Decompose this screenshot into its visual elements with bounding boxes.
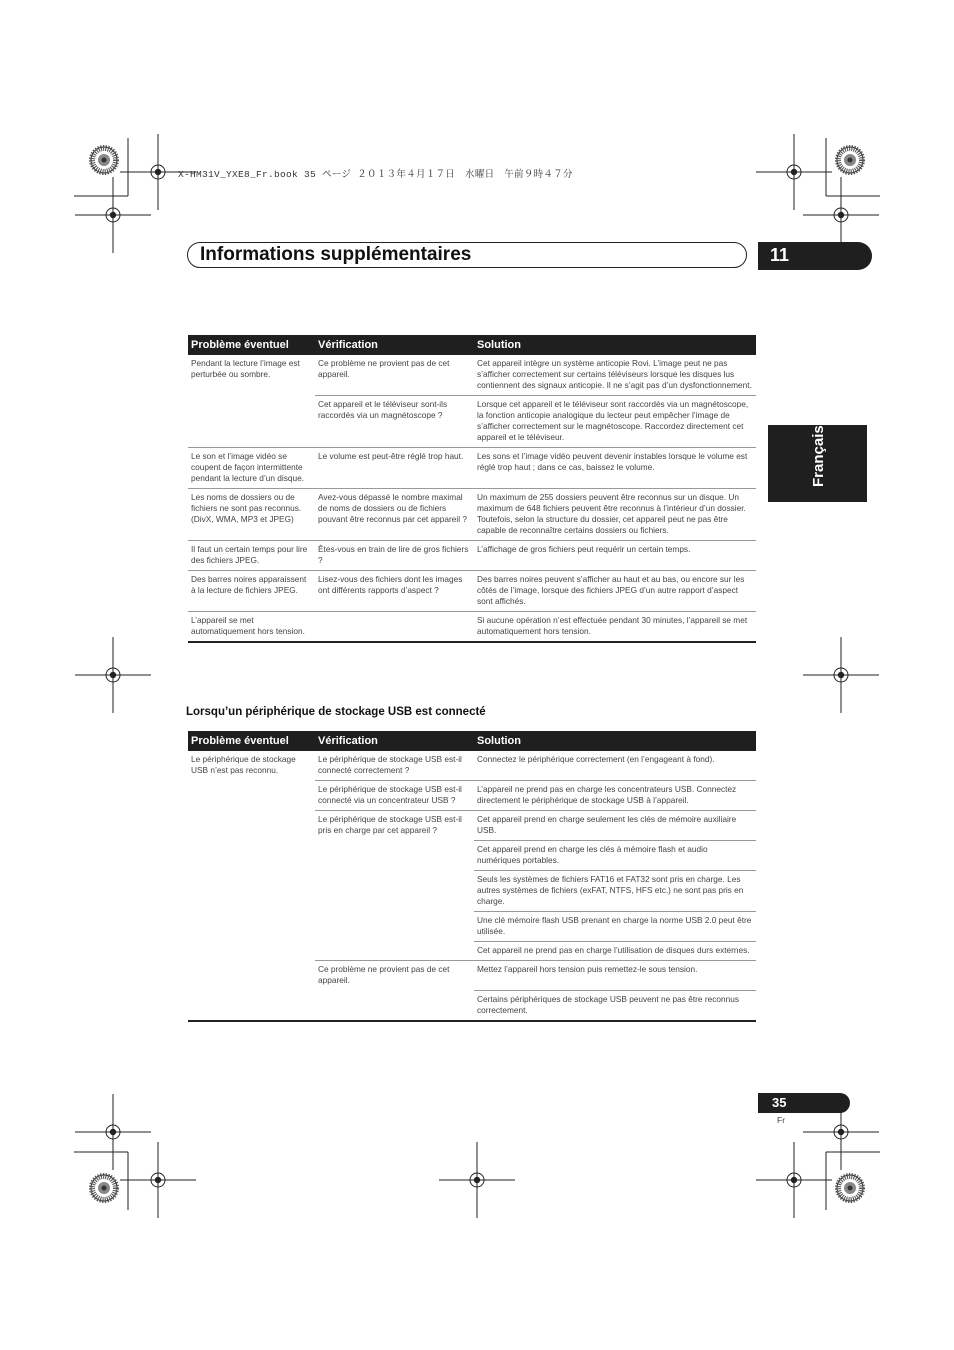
cell-solution: Certains périphériques de stockage USB peuvent ne pas être reconnus correctement. [474, 990, 756, 1021]
cell-problem: Le son et l’image vidéo se coupent de façon intermittente pendant la lecture d’un disque. [188, 448, 315, 489]
crosshair-mark [75, 177, 151, 253]
star-mark-top-right [837, 147, 863, 173]
cell-solution: Cet appareil intègre un système anticopie Rovi. L’image peut ne pas s’afficher correctement sur certains téléviseurs lorsque les disques lus contiennent des signaux anticopie. Il ne s’agit pas d’un dysfonctionnement. [477, 358, 752, 390]
table-row [188, 942, 756, 961]
table-row [188, 396, 756, 448]
cell-problem [188, 990, 315, 1021]
cell-check: Êtes-vous en train de lire de gros fichiers ? [315, 541, 474, 571]
cell-check: Avez-vous dépassé le nombre maximal de noms de dossiers ou de fichiers pouvant être reconnus par cet appareil ? [315, 489, 474, 541]
table-row [188, 990, 756, 1021]
cell-solution: Si aucune opération n’est effectuée pendant 30 minutes, l’appareil se met automatiquement hors tension. [474, 612, 756, 643]
usb-section-heading: Lorsqu’un périphérique de stockage USB est connecté [186, 706, 486, 718]
cell-solution: Un maximum de 255 dossiers peuvent être reconnus sur un disque. Un maximum de 648 fichiers peuvent être reconnus à l’intérieur d’un dossier. Toutefois, selon la structure du dossier, cet appareil peut ne pas être capable de reconnaître certains dossiers ou fichiers. [474, 489, 756, 541]
cell-check [315, 942, 474, 961]
cell-check: Ce problème ne provient pas de cet appareil. [318, 358, 450, 379]
star-mark-top-left [91, 147, 117, 173]
section-title-bar [187, 242, 747, 268]
cell-check: Le périphérique de stockage USB est-il pris en charge par cet appareil ? [315, 811, 474, 841]
cell-problem [188, 811, 315, 841]
cell-solution: Cet appareil prend en charge les clés à mémoire flash et audio numériques portables. [474, 841, 756, 871]
cell-problem: Des barres noires apparaissent à la lecture de fichiers JPEG. [188, 571, 315, 612]
cell-check: Cet appareil et le téléviseur sont-ils raccordés via un magnétoscope ? [315, 396, 474, 448]
cell-check: Le volume est peut-être réglé trop haut. [315, 448, 474, 489]
table-row [188, 541, 756, 571]
table-row [188, 571, 756, 612]
cell-check [315, 871, 474, 912]
cell-solution: Cet appareil prend en charge seulement les clés de mémoire auxiliaire USB. [474, 811, 756, 841]
cell-check [315, 912, 474, 942]
page-number-tab [758, 1093, 850, 1113]
table-header-row [188, 731, 756, 751]
chapter-tab [758, 242, 872, 270]
table-row [188, 781, 756, 811]
section-title: Informations supplémentaires [200, 244, 472, 265]
cell-solution: L’appareil ne prend pas en charge les concentrateurs USB. Connectez directement le périphérique de stockage USB à l’appareil. [474, 781, 756, 811]
column-header-solution: Solution [474, 731, 756, 751]
cell-check [315, 990, 474, 1021]
cell-solution: Cet appareil ne prend pas en charge l’utilisation de disques durs externes. [474, 942, 756, 961]
cell-problem [188, 841, 315, 871]
table-row [188, 612, 756, 643]
language-tab [768, 425, 867, 502]
cell-solution: Mettez l’appareil hors tension puis remettez-le sous tension. [474, 961, 756, 991]
cell-problem [188, 396, 315, 448]
cell-problem [188, 912, 315, 942]
crosshair-mark [803, 637, 879, 713]
page-language-code: Fr [777, 1115, 786, 1125]
table-header-row [188, 335, 756, 355]
cell-problem: Les noms de dossiers ou de fichiers ne sont pas reconnus. (DivX, WMA, MP3 et JPEG) [188, 489, 315, 541]
print-header: X-HM31V_YXE8_Fr.book 35 ページ ２０１３年４月１７日 水曜日 午前９時４７分 [178, 169, 573, 180]
column-header-check: Vérification [315, 335, 474, 355]
cell-check: Lisez-vous des fichiers dont les images ont différents rapports d’aspect ? [315, 571, 474, 612]
column-header-check: Vérification [315, 731, 474, 751]
table-row [188, 961, 756, 991]
cell-problem [188, 781, 315, 811]
cell-check: Le périphérique de stockage USB est-il connecté via un concentrateur USB ? [315, 781, 474, 811]
column-header-problem: Problème éventuel [188, 335, 315, 355]
column-header-problem: Problème éventuel [188, 731, 315, 751]
star-mark-bottom-left [91, 1175, 117, 1201]
table-row [188, 489, 756, 541]
cell-problem: Pendant la lecture l’image est perturbée ou sombre. [191, 358, 300, 379]
crosshair-mark [756, 134, 832, 210]
crosshair-mark [756, 1142, 832, 1218]
cell-check: Le périphérique de stockage USB est-il connecté correctement ? [318, 754, 462, 775]
cell-check: Ce problème ne provient pas de cet appareil. [315, 961, 474, 991]
cell-problem: Le périphérique de stockage USB n’est pas reconnu. [191, 754, 296, 775]
cell-check [315, 841, 474, 871]
cell-problem: Il faut un certain temps pour lire des fichiers JPEG. [188, 541, 315, 571]
crosshair-mark [120, 1142, 196, 1218]
page-number: 35 [772, 1095, 787, 1110]
cell-check [315, 612, 474, 643]
cell-solution: Lorsque cet appareil et le téléviseur sont raccordés via un magnétoscope, la fonction anticopie analogique du lecteur peut empêcher l’image de s’afficher correctement sur le magnétoscope. Raccordez directement cet appareil et le téléviseur. [474, 396, 756, 448]
star-mark-bottom-right [837, 1175, 863, 1201]
language-label: Français [810, 425, 827, 487]
column-header-solution: Solution [474, 335, 756, 355]
crosshair-mark [75, 1094, 151, 1170]
usb-troubleshooting-table [188, 731, 756, 1022]
crosshair-mark [439, 1142, 515, 1218]
table-row [188, 355, 756, 396]
table-row [188, 448, 756, 489]
cell-problem: L’appareil se met automatiquement hors tension. [188, 612, 315, 643]
cell-solution: Seuls les systèmes de fichiers FAT16 et FAT32 sont pris en charge. Les autres systèmes de fichiers (exFAT, NTFS, HFS etc.) ne sont pas pris en charge. [474, 871, 756, 912]
cell-problem [188, 961, 315, 991]
cell-solution: Une clé mémoire flash USB prenant en charge la norme USB 2.0 peut être utilisée. [474, 912, 756, 942]
cell-solution: Des barres noires peuvent s’afficher au haut et au bas, ou encore sur les côtés de l’image, lorsque des fichiers JPEG d’un autre rapport d’aspect sont affichés. [474, 571, 756, 612]
cell-problem [188, 942, 315, 961]
troubleshooting-table [188, 335, 756, 643]
crosshair-mark [75, 637, 151, 713]
cell-solution: L’affichage de gros fichiers peut requérir un certain temps. [474, 541, 756, 571]
table-row [188, 871, 756, 912]
table-row [188, 751, 756, 781]
chapter-number: 11 [770, 245, 790, 265]
table-row [188, 811, 756, 841]
cell-problem [188, 871, 315, 912]
table-row [188, 912, 756, 942]
cell-solution: Les sons et l’image vidéo peuvent devenir instables lorsque le volume est réglé trop haut ; dans ce cas, baissez le volume. [474, 448, 756, 489]
table-row [188, 841, 756, 871]
cell-solution: Connectez le périphérique correctement (en l’engageant à fond). [477, 754, 715, 764]
